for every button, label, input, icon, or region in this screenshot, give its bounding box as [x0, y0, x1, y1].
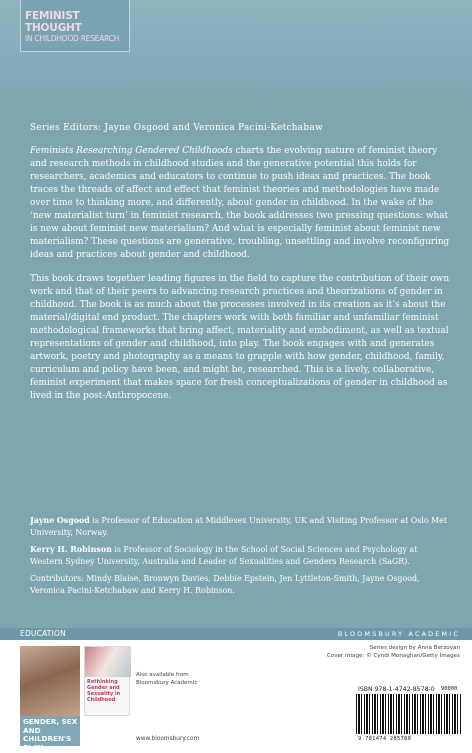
series-logo: [20, 0, 130, 52]
author-bios: [30, 515, 450, 596]
publisher-website: www.bloomsbury.com: [136, 736, 200, 742]
blurb-paragraph-2: This book draws together leading figures in the field to capture the contribution of their own work and that of their peers to advancing research practices and theorizations of gender in childhood. The book is as much about the processes involved in its creation as it’s about the material/digital end product. The chapters work with both familiar and unfamiliar feminist methodological frameworks that bring affect, materiality and embodiment, as well as textual representations of gender and childhood, into play. The book engages with and generates artwork, poetry and photography as a means to grapple with how gender, childhood, family, curriculum and policy have been, and might be, researched. This is a lively, collaborative, feminist experiment that makes space for fresh conceptualizations of gender in childhood as lived in the post-Anthropocene.: [30, 274, 450, 401]
design-credits: [327, 645, 460, 660]
footer: [0, 625, 472, 753]
bio-jayne-osgood: [30, 515, 450, 538]
related-book-cover-1: [20, 646, 80, 752]
also-available: Also available from Bloomsbury Academic: [136, 672, 198, 686]
related-book-title-1: GENDER, SEX AND CHILDREN'S PLAY: [23, 717, 78, 752]
bio-name: Jayne Osgood: [30, 516, 90, 525]
logo-line-2: IN CHILDHOOD RESEARCH: [25, 34, 120, 43]
book-cover-photo: [20, 646, 80, 716]
book-cover-photo: [85, 647, 131, 677]
bio-text: is Professor of Education at Middlesex University, UK and Visiting Professor at Oslo Met University, Norway.: [30, 516, 448, 537]
bio-name: Kerry H. Robinson: [30, 545, 112, 554]
cover-image-credit: Cover image: © Cyndi Monaghan/Getty Images: [326, 652, 460, 659]
bio-text: is Professor of Sociology in the School of Social Sciences and Psychology at Western Sydney University, Australia and Leader of Sexualities and Genders Research (SaGR).: [30, 545, 418, 566]
price-code: 90000: [441, 686, 458, 692]
related-book-cover-2: [84, 646, 130, 716]
barcode: [356, 694, 461, 734]
category-label: EDUCATION: [20, 629, 66, 638]
blurb-paragraph-1-text: charts the evolving nature of feminist theory and research methods in childhood studies and the generative potential this holds for researchers, academics and educators to continue to push ideas and practices. The book traces the threads of affect and effect that feminist theories and methodologies have made over time to thinking more, and differently, about gender in childhood. In the wake of the ‘new materialist turn’ in feminist research, the book addresses two pressing questions: what is new about feminist new materialism? And what is especially feminist about feminist new materialism? These questions are generative, troubling, unsettling and involve reconfiguring ideas and practices about gender and childhood.: [30, 146, 450, 260]
series-design-credit: Series design by Anna Berzovan: [369, 645, 460, 651]
series-editors: Series Editors: Jayne Osgood and Veronica Pacini-Ketchabaw: [30, 123, 323, 133]
publisher-name: BLOOMSBURY ACADEMIC: [337, 630, 460, 638]
contributors: Contributors: Mindy Blaise, Bronwyn Davies, Debbie Epstein, Jen Lyttleton-Smith, Jayne Osgood, Veronica Pacini-Ketchabaw and Kerry H. Robinson.: [30, 574, 420, 595]
related-book-title-2: Rethinking Gender and Sexuality in Childhood: [87, 679, 121, 703]
book-title-italic: Feminists Researching Gendered Childhoods: [30, 146, 233, 156]
isbn: ISBN 978-1-4742-8578-0: [358, 686, 435, 693]
blurb-paragraph-1: [30, 145, 450, 262]
logo-line-1: FEMINIST THOUGHT: [25, 10, 82, 34]
barcode-number: 9 781474 285780: [358, 736, 412, 742]
blurb: [30, 122, 450, 414]
bio-kerry-robinson: [30, 544, 450, 567]
